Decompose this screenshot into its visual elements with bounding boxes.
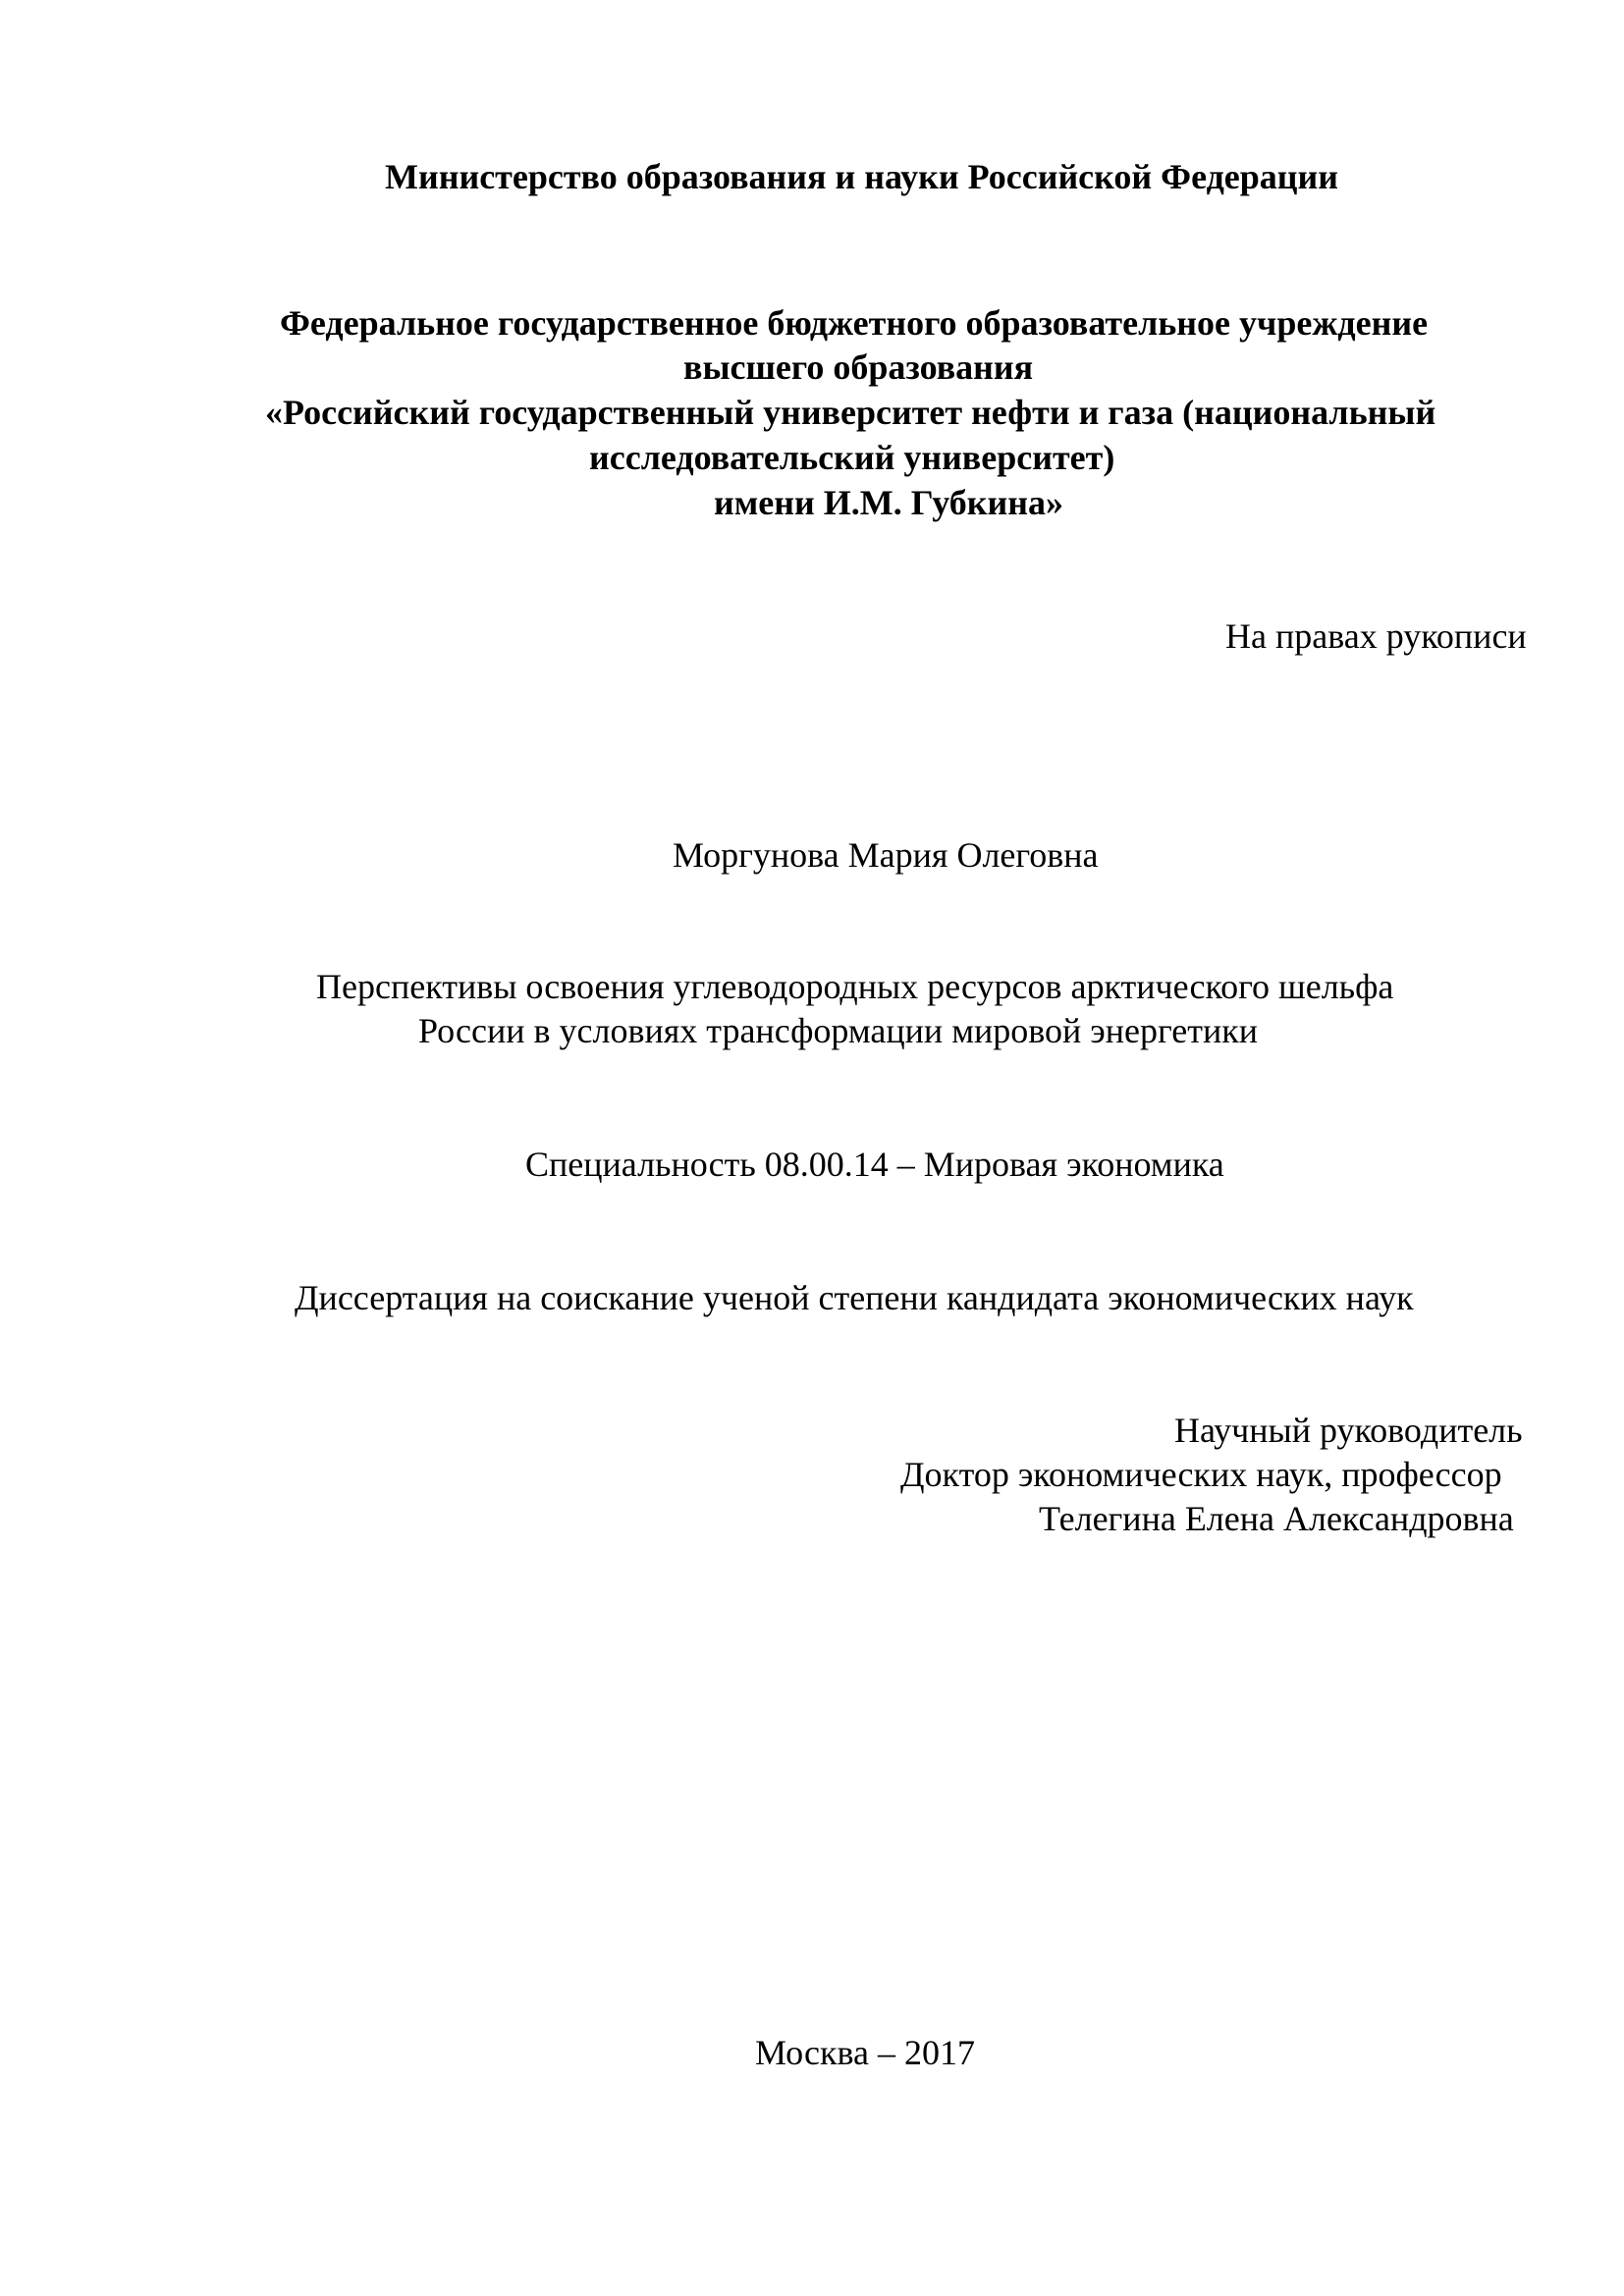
city-year: Москва – 2017 xyxy=(755,2033,975,2072)
ministry-heading: Министерство образования и науки Российской Федерации xyxy=(385,157,1339,196)
institution-line-5: имени И.М. Губкина» xyxy=(714,483,1063,522)
specialty: Специальность 08.00.14 – Мировая экономика xyxy=(525,1145,1224,1184)
supervisor-name: Телегина Елена Александровна xyxy=(1039,1499,1514,1538)
author-name: Моргунова Мария Олеговна xyxy=(673,835,1099,875)
degree-statement: Диссертация на соискание ученой степени кандидата экономических наук xyxy=(295,1278,1414,1317)
institution-line-3: «Российский государственный университет нефти и газа (национальный xyxy=(265,393,1436,432)
thesis-title-line-1: Перспективы освоения углеводородных ресурсов арктического шельфа xyxy=(316,967,1394,1006)
institution-line-4: исследовательский университет) xyxy=(589,438,1115,477)
thesis-title-line-2: России в условиях трансформации мировой энергетики xyxy=(418,1011,1258,1050)
institution-line-1: Федеральное государственное бюджетного образовательное учреждение xyxy=(280,303,1429,343)
supervisor-label: Научный руководитель xyxy=(1174,1411,1523,1450)
manuscript-note: На правах рукописи xyxy=(1225,616,1527,656)
supervisor-title: Доктор экономических наук, профессор xyxy=(900,1455,1502,1494)
institution-line-2: высшего образования xyxy=(683,347,1034,387)
